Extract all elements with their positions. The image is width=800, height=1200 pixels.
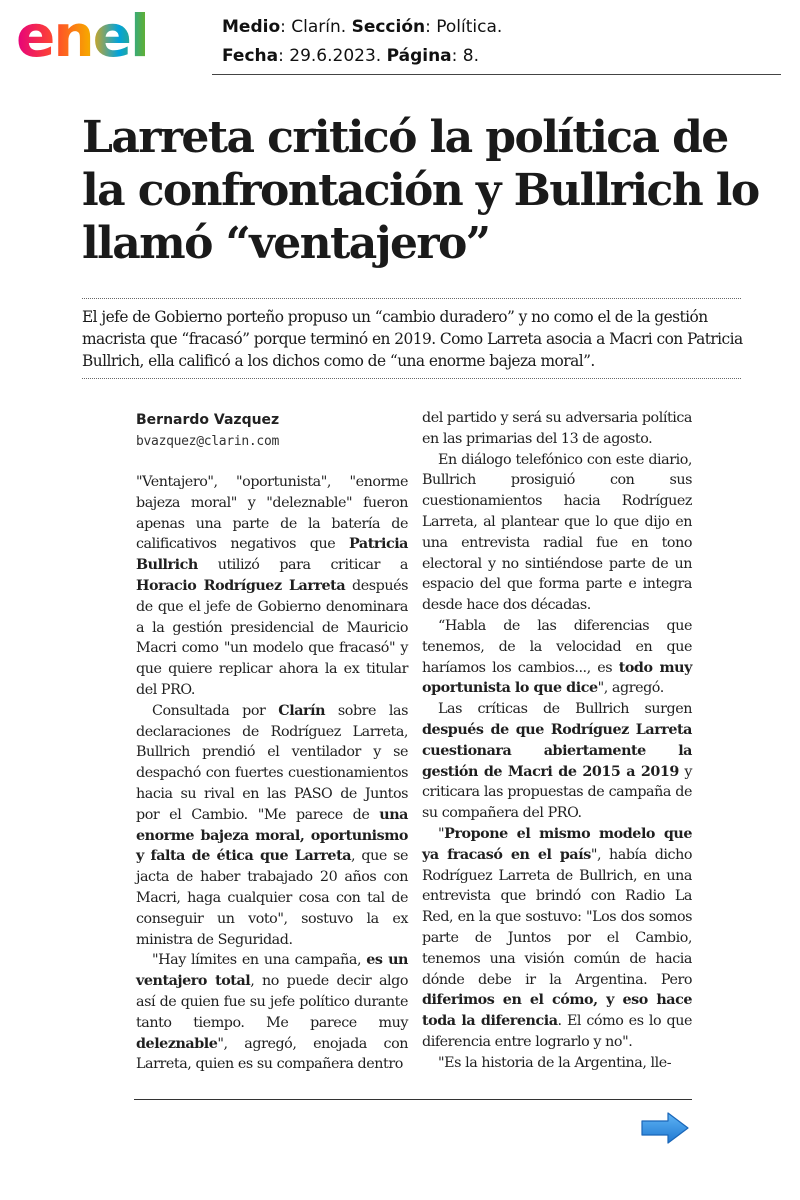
page-header xyxy=(0,0,800,76)
seccion-value: Política. xyxy=(436,17,503,37)
fecha-label: Fecha xyxy=(222,46,279,66)
meta-line-2: Fecha: 29.6.2023. Página: 8. xyxy=(222,46,480,66)
enel-logo xyxy=(16,6,186,70)
paragraph-8: "Propone el mismo modelo que ya fracasó en el país", había dicho Rodríguez Larreta de Bullrich, en una entrevista que brindó con Radio La Red, en la que sostuvo: "Los dos somos parte de Juntos por el Cambio, tenemos una visión común de hacia dónde debe ir la Argentina. Pero diferimos en el cómo, y eso hace toda la diferencia. El cómo es lo que diferencia entre lograrlo y no". xyxy=(422,825,693,1050)
paragraph-7: Las críticas de Bullrich surgen después de que Rodríguez Larreta cuestionara abiertamente la gestión de Macri de 2015 a 2019 y criticara las propuestas de campaña de su compañera del PRO. xyxy=(422,701,692,822)
paragraph-9: "Es la historia de la Argentina, lle- xyxy=(438,1054,672,1071)
article-column-left xyxy=(136,410,408,1075)
pagina-label: Página xyxy=(386,46,452,66)
pagina-value: 8. xyxy=(462,46,480,66)
paragraph-1: "Ventajero", "oportunista", "enorme bajeza moral" y "deleznable" fueron apenas una parte de la batería de calificativos negativos que Patricia Bullrich utilizó para criticar a Horacio Rodríguez Larreta después de que el jefe de Gobierno denominara a la gestión presidencial de Mauricio Macri como "un modelo que fracasó" y que quiere replicar ahora la ex titular del PRO. xyxy=(136,474,408,698)
article-dek: El jefe de Gobierno porteño propuso un “cambio duradero” y no como el de la gestión macrista que “fracasó” porque terminó en 2019. Como Larreta asocia a Macri con Patricia Bullrich, ella calificó a los dichos como de “una enorme bajeza moral”. xyxy=(82,308,743,370)
header-divider xyxy=(212,74,781,75)
paragraph-5: En diálogo telefónico con este diario, Bullrich prosiguió con sus cuestionamientos hacia Rodríguez Larreta, al plantear que lo que dijo en una entrevista radial fue en tono electoral y no sintiéndose parte de un espacio del que forma parte e integra desde hace dos décadas. xyxy=(422,451,692,614)
svg-text:enel: enel xyxy=(16,6,148,70)
footer-divider xyxy=(134,1099,692,1100)
author-name: Bernardo Vazquez xyxy=(136,412,280,428)
medio-label: Medio xyxy=(222,17,281,37)
arrow-right-icon[interactable] xyxy=(640,1111,690,1145)
dek-top-divider xyxy=(82,298,741,299)
meta-line-1: Medio: Clarín. Sección: Política. xyxy=(222,17,503,37)
dek-bottom-divider xyxy=(82,378,741,379)
medio-value: Clarín. xyxy=(291,17,347,37)
article-column-right xyxy=(422,408,692,1074)
seccion-label: Sección xyxy=(351,17,426,37)
article-headline: Larreta criticó la política de la confrontación y Bullrich lo llamó “ventajero” xyxy=(82,112,759,269)
paragraph-4: del partido y será su adversaria política en las primarias del 13 de agosto. xyxy=(422,410,692,447)
paragraph-3: "Hay límites en una campaña, es un ventajero total, no puede decir algo así de quien fue su jefe político durante tanto tiempo. Me parece muy deleznable", agregó, enojada con Larreta, quien es su compañera dentro xyxy=(136,952,409,1073)
paragraph-2: Consultada por Clarín sobre las declaraciones de Rodríguez Larreta, Bullrich prendió el ventilador y se despachó con fuertes cuestionamientos hacia su rival en las PASO de Juntos por el Cambio. "Me parece de una enorme bajeza moral, oportunismo y falta de ética que Larreta, que se jacta de haber trabajado 20 años con Macri, haga cualquier cosa con tal de conseguir un voto", sostuvo la ex ministra de Seguridad. xyxy=(136,702,408,948)
fecha-value: 29.6.2023. xyxy=(289,46,382,66)
paragraph-6: “Habla de las diferencias que tenemos, de la velocidad en que haríamos los cambios..., es todo muy oportunista lo que dice", agregó. xyxy=(422,617,692,697)
clipping-metadata xyxy=(222,13,502,71)
author-email[interactable]: bvazquez@clarin.com xyxy=(136,434,280,449)
